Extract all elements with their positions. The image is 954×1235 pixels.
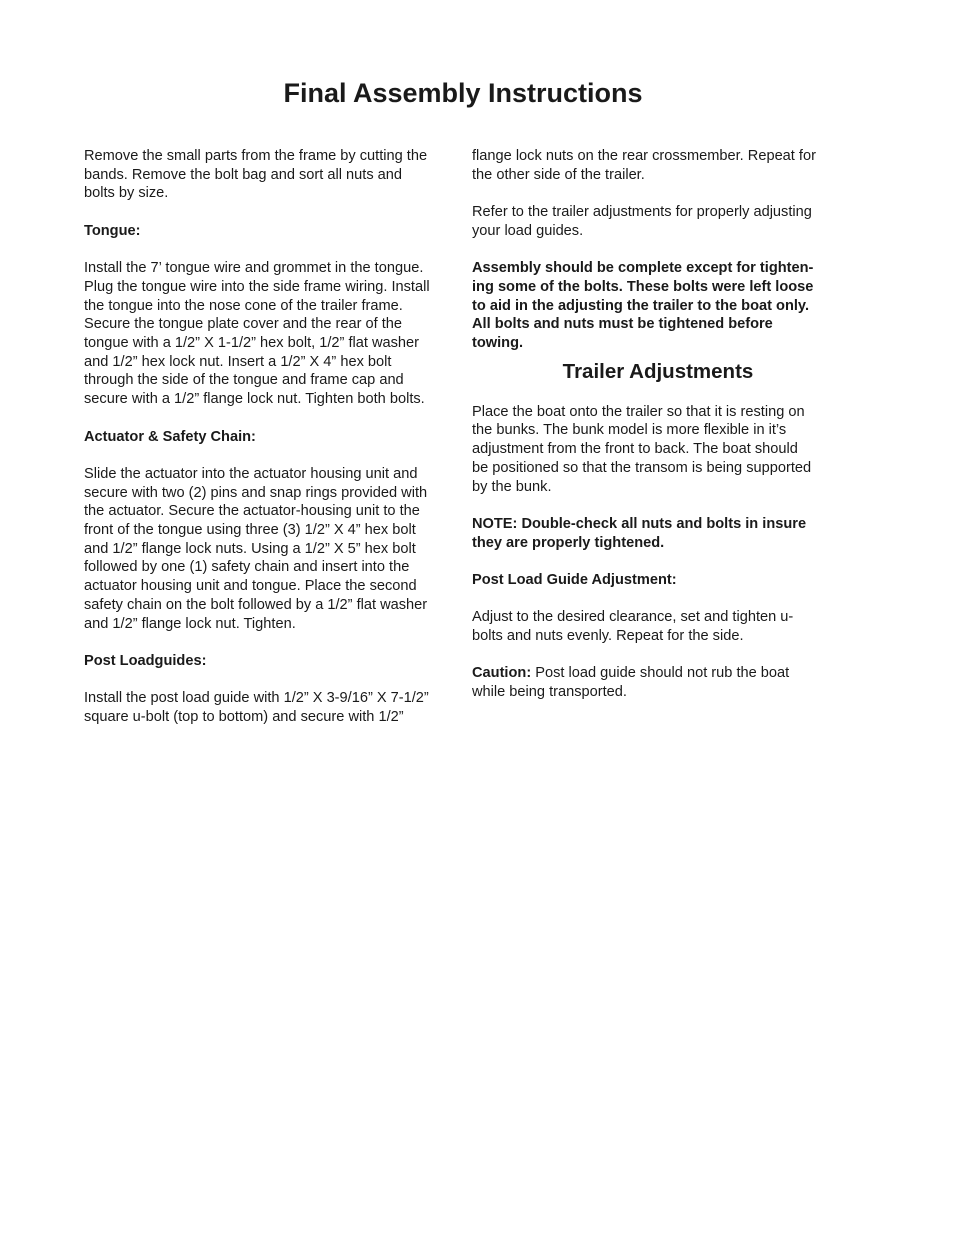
assembly-note (472, 259, 844, 353)
text-line: Install the post load guide with 1/2” X 3-9/16” X 7-1/2” (84, 690, 429, 707)
text-line: towing. (472, 335, 524, 351)
text-line: secure with two (2) pins and snap rings provided with (84, 484, 428, 501)
text-line: Assembly should be complete except for tighten- (472, 260, 814, 277)
text-line: the actuator. Secure the actuator-housing unit to the (84, 503, 420, 520)
text-line: be positioned so that the transom is being supported (472, 459, 812, 476)
intro-paragraph (84, 147, 456, 203)
text-line: your load guides. (472, 222, 584, 239)
place-boat-paragraph (472, 403, 844, 497)
text-line: by the bunk. (472, 478, 552, 495)
refer-paragraph (472, 203, 844, 240)
text-line: Adjust to the desired clearance, set and tighten u- (472, 609, 794, 626)
page-title: Final Assembly Instructions (283, 78, 643, 108)
text-line: adjustment from the front to back. The boat should (472, 441, 798, 458)
post-loadguides-heading: Post Loadguides: (84, 652, 207, 669)
text-line: All bolts and nuts must be tightened before (472, 316, 773, 333)
text-line: Slide the actuator into the actuator housing unit and (84, 465, 418, 482)
caution-text: Post load guide should not rub the boat (531, 665, 790, 682)
text-line: ing some of the bolts. These bolts were left loose (472, 278, 814, 295)
actuator-heading: Actuator & Safety Chain: (84, 428, 256, 445)
text-line: safety chain on the bolt followed by a 1/2” flat washer (84, 596, 428, 613)
caution-paragraph (472, 664, 844, 701)
post-load-guide-adjustment-heading: Post Load Guide Adjustment: (472, 572, 677, 588)
text-line: bolts by size. (84, 185, 169, 202)
text-line: the tongue into the nose cone of the trailer frame. (84, 297, 403, 314)
text-line: and 1/2” hex lock nut. Insert a 1/2” X 4” hex bolt (84, 353, 392, 370)
right-column (472, 147, 844, 721)
text-line: while being transported. (472, 684, 627, 701)
continued-paragraph (472, 147, 844, 184)
text-line: bands. Remove the bolt bag and sort all nuts and (84, 166, 403, 183)
text-line: bolts and nuts evenly. Repeat for the side. (472, 628, 744, 645)
text-line: Install the 7’ tongue wire and grommet in the tongue. (84, 260, 424, 277)
text-line: front of the tongue using three (3) 1/2” X 4” hex bolt (84, 522, 416, 538)
text-line: actuator housing unit and tongue. Place the second (84, 578, 417, 595)
tongue-heading: Tongue: (84, 222, 141, 239)
text-line: square u-bolt (top to bottom) and secure with 1/2” (84, 709, 404, 725)
text-line (472, 664, 844, 683)
text-line: NOTE: Double-check all nuts and bolts in insure (472, 515, 807, 532)
text-line: the other side of the trailer. (472, 166, 645, 183)
text-line: secure with a 1/2” flange lock nut. Tighten both bolts. (84, 391, 425, 408)
caution-label: Caution: (472, 665, 532, 682)
text-line: through the side of the tongue and frame cap and (84, 372, 404, 389)
left-column (84, 147, 456, 745)
post-loadguides-paragraph (84, 689, 456, 726)
note-paragraph (472, 515, 844, 552)
trailer-adjustments-heading: Trailer Adjustments (562, 359, 754, 383)
tongue-paragraph (84, 259, 456, 409)
text-line: Secure the tongue plate cover and the rear of the (84, 316, 403, 333)
adjust-paragraph (472, 608, 844, 645)
text-line: to aid in the adjusting the trailer to the boat only. (472, 297, 810, 314)
text-line: Remove the small parts from the frame by cutting the (84, 148, 428, 164)
text-line: followed by one (1) safety chain and insert into the (84, 559, 410, 576)
text-line: the bunks. The bunk model is more flexible in it’s (472, 422, 787, 439)
text-line: they are properly tightened. (472, 534, 665, 551)
text-line: Refer to the trailer adjustments for properly adjusting (472, 204, 812, 221)
text-line: flange lock nuts on the rear crossmember. Repeat for (472, 148, 816, 164)
text-line: and 1/2” flange lock nut. Tighten. (84, 615, 296, 632)
text-line: and 1/2” flange lock nuts. Using a 1/2” X 5” hex bolt (84, 540, 416, 557)
text-line: Place the boat onto the trailer so that it is resting on (472, 403, 805, 420)
text-line: tongue with a 1/2” X 1-1/2” hex bolt, 1/2” flat washer (84, 335, 420, 351)
actuator-paragraph (84, 465, 456, 633)
text-line: Plug the tongue wire into the side frame wiring. Install (84, 278, 430, 295)
